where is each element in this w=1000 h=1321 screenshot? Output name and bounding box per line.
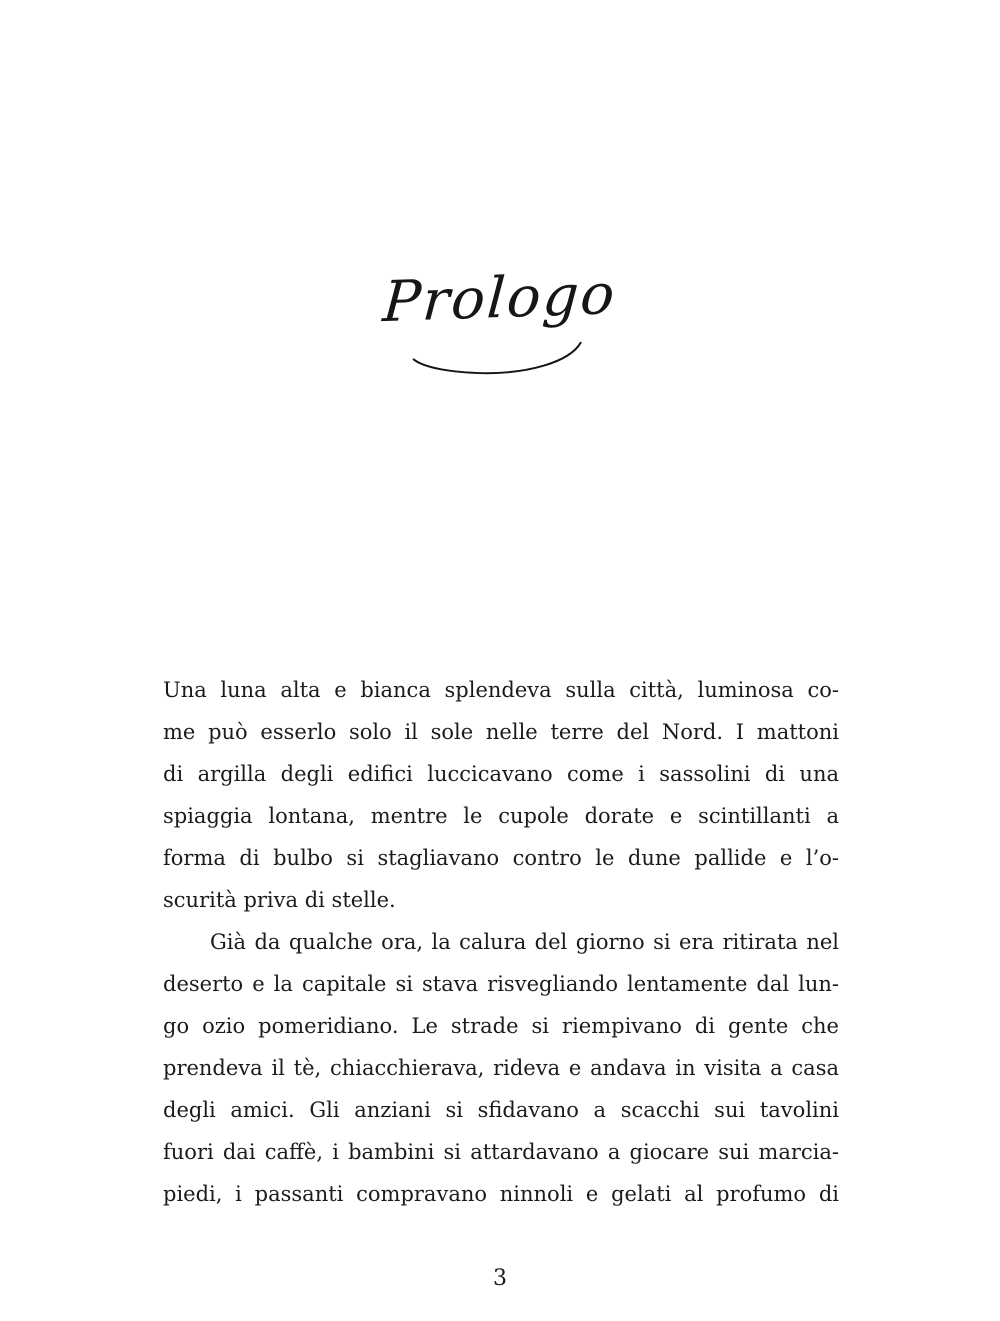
text-line: spiaggia lontana, mentre le cupole dorate e scintillanti a [163,804,839,828]
paragraph [163,921,839,1215]
text-line: di argilla degli edifici luccicavano come i sassolini di una [163,762,839,786]
text-line: degli amici. Gli anziani si sfidavano a scacchi sui tavolini [163,1098,839,1122]
text-line: fuori dai caffè, i bambini si attardavano a giocare sui marcia- [163,1140,839,1164]
body-text [163,669,839,1215]
text-line: prendeva il tè, chiacchierava, rideva e andava in visita a casa [163,1056,839,1080]
chapter-heading-text: Prologo [381,261,619,336]
paragraph [163,669,839,921]
text-line: forma di bulbo si stagliavano contro le dune pallide e l’o- [163,846,839,870]
text-line: me può esserlo solo il sole nelle terre del Nord. I mattoni [163,720,839,744]
heading-flourish-icon [403,339,594,382]
text-line: go ozio pomeridiano. Le strade si riempivano di gente che [163,1014,839,1038]
text-line: deserto e la capitale si stava risvegliando lentamente dal lun- [163,972,839,996]
text-line: Già da qualche ora, la calura del giorno si era ritirata nel [210,930,839,954]
page-number: 3 [493,1266,507,1291]
text-line: scurità priva di stelle. [163,888,396,912]
chapter-heading [0,249,1000,349]
text-line: Una luna alta e bianca splendeva sulla città, luminosa co- [163,678,839,702]
text-line: piedi, i passanti compravano ninnoli e gelati al profumo di [163,1182,839,1206]
